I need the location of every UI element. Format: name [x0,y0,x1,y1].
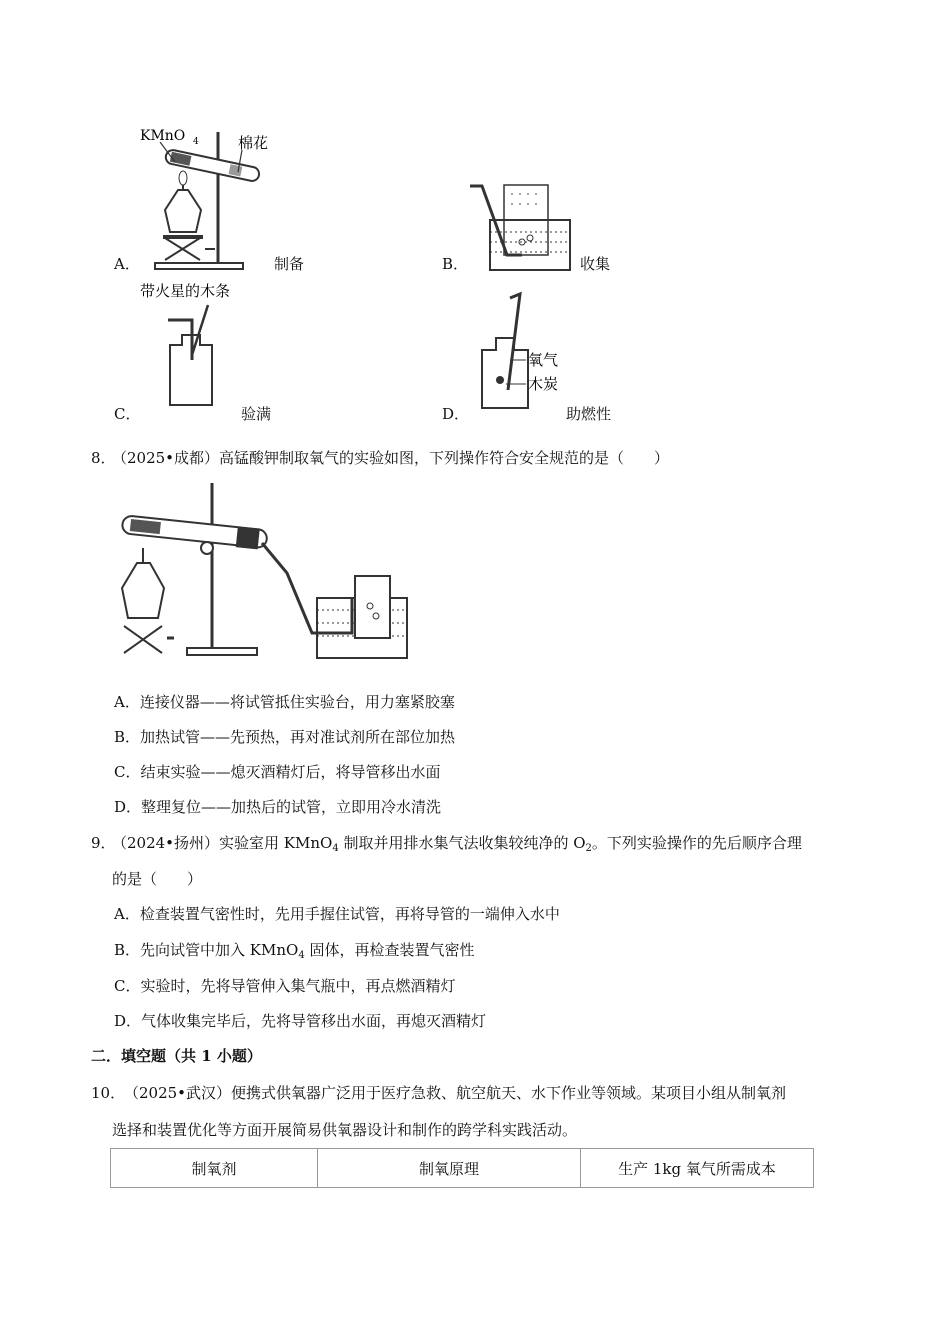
figure-7a-preparation [130,120,280,275]
q8-option-b: B．加热试管——先预热，再对准试剂所在部位加热 [114,728,456,746]
q9-stem-line1: （2024•扬州）实验室用 KMnO$_4$ 制取并用排水集气法收集较纯净的 $O_2$。下列实验操作的先后顺序合理 [112,834,802,854]
q9-option-d: D．气体收集完毕后，先将导管移出水面，再熄灭酒精灯 [114,1012,487,1030]
q9-option-b: B．先向试管中加入 KMnO$_4$ 固体，再检查装置气密性 [114,941,475,961]
label-oxygen: 氧气 [528,351,559,369]
table-header-cell: 生产 1kg 氧气所需成本 [581,1149,814,1188]
q7-option-d-caption: 助燃性 [566,405,612,423]
q9-stem-line2: 的是（ ） [112,870,203,888]
svg-text:4: 4 [193,137,199,147]
q9-option-c: C．实验时，先将导管伸入集气瓶中，再点燃酒精灯 [114,977,456,995]
q7-option-d-letter: D． [442,405,470,423]
q8-stem: （2025•成都）高锰酸钾制取氧气的实验如图，下列操作符合安全规范的是（ ） [112,449,670,467]
q7-option-b-caption: 收集 [580,255,611,273]
label-charcoal: 木炭 [528,375,559,393]
q9-option-a: A．检查装置气密性时，先用手握住试管，再将导管的一端伸入水中 [114,905,560,923]
q8-number: 8． [91,449,116,467]
figure-7b-collection [462,180,582,275]
q10-stem-line1: （2025•武汉）便携式供氧器广泛用于医疗急救、航空航天、水下作业等领域。某项目小组从制氧剂 [124,1084,787,1102]
table-header-row [111,1149,814,1188]
q8-option-c: C．结束实验——熄灭酒精灯后，将导管移出水面 [114,763,441,781]
table-header-cell: 制氧剂 [111,1149,318,1188]
q8-option-d: D．整理复位——加热后的试管，立即用冷水清洗 [114,798,442,816]
q9-number: 9． [91,834,116,852]
q7-option-c-caption: 验满 [241,405,272,423]
label-glowing-stick: 带火星的木条 [140,282,231,300]
q10-stem-line2: 选择和装置优化等方面开展简易供氧器设计和制作的跨学科实践活动。 [112,1121,578,1139]
q7-option-b-letter: B． [442,255,469,273]
q8-option-a: A．连接仪器——将试管抵住实验台，用力塞紧胶塞 [114,693,455,711]
figure-7d-combustion [470,290,590,415]
label-kmno4: KMnO [140,128,186,144]
figure-8-apparatus [112,478,412,663]
section-title: 二．填空题（共 1 小题） [91,1047,262,1065]
figure-7c-test-full [140,280,250,410]
table-header-cell: 制氧原理 [318,1149,581,1188]
q10-table [110,1148,814,1188]
q7-option-c-letter: C． [114,405,141,423]
q10-number: 10． [91,1084,126,1102]
q7-option-a-letter: A． [114,255,140,273]
label-cotton: 棉花 [238,134,269,152]
q7-option-a-caption: 制备 [274,255,305,273]
